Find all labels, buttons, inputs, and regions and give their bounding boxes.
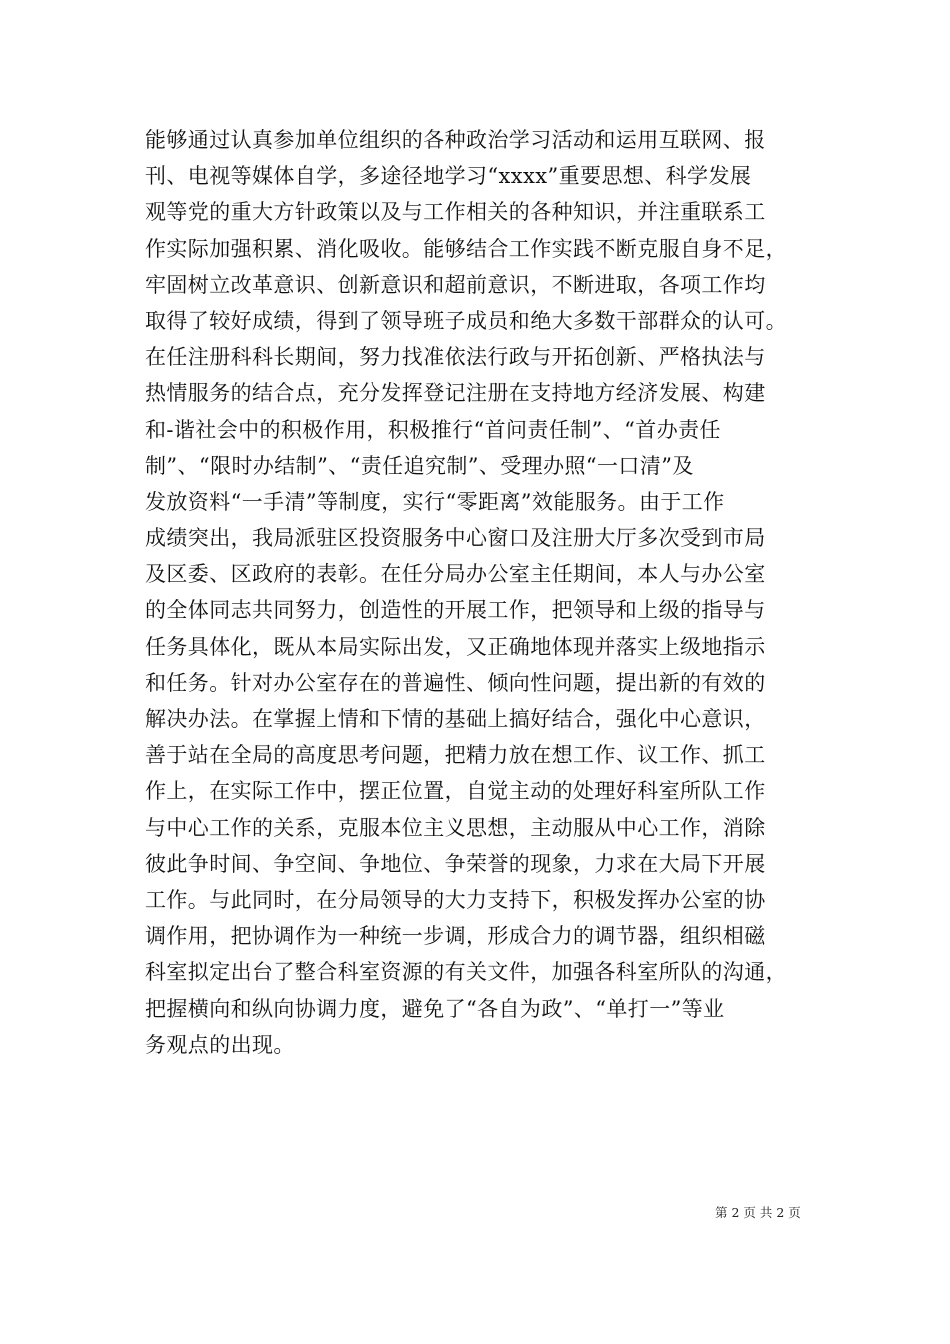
text-line: 制”、“限时办结制”、“责任追究制”、受理办照“一口清”及 (145, 453, 694, 478)
text-line: 发放资料“一手清”等制度，实行“零距离”效能服务。由于工作 (145, 489, 725, 514)
text-line: 调作用，把协调作为一种统一步调，形成合力的调节器，组织相磁 (145, 924, 766, 949)
text-line: 工作。与此同时，在分局领导的大力支持下，积极发挥办公室的协 (145, 887, 766, 912)
text-line: 和任务。针对办公室存在的普遍性、倾向性问题，提出新的有效的 (145, 670, 766, 695)
text-line: 及区委、区政府的表彰。在任分局办公室主任期间，本人与办公室 (145, 562, 766, 587)
text-line: 能够通过认真参加单位组织的各种政治学习活动和运用互联网、报 (145, 128, 766, 152)
text-line: 作实际加强积累、消化吸收。能够结合工作实践不断克服自身不足， (145, 236, 787, 261)
text-line: 作上，在实际工作中，摆正位置，自觉主动的处理好科室所队工作 (145, 779, 766, 804)
text-line: 取得了较好成绩，得到了领导班子成员和绝大多数干部群众的认可。 (145, 308, 787, 333)
text-line: 把握横向和纵向协调力度，避免了“各自为政”、“单打一”等业 (145, 996, 725, 1021)
text-line: 和-谐社会中的积极作用，积极推行“首问责任制”、“首办责任 (145, 417, 721, 442)
text-line: 观等党的重大方针政策以及与工作相关的各种知识，并注重联系工 (145, 200, 766, 225)
text-line: 刊、电视等媒体自学，多途径地学习“xxxx”重要思想、科学发展 (145, 164, 752, 189)
text-line: 科室拟定出台了整合科室资源的有关文件，加强各科室所队的沟通， (145, 960, 787, 985)
text-line: 任务具体化，既从本局实际出发，又正确地体现并落实上级地指示 (145, 634, 766, 659)
text-line: 的全体同志共同努力，创造性的开展工作，把领导和上级的指导与 (145, 598, 766, 623)
text-line: 成绩突出，我局派驻区投资服务中心窗口及注册大厅多次受到市局 (145, 526, 766, 551)
text-line: 热情服务的结合点，充分发挥登记注册在支持地方经济发展、构建 (145, 381, 766, 406)
page-number: 第 2 页 共 2 页 (715, 1205, 801, 1220)
text-line: 与中心工作的关系，克服本位主义思想，主动服从中心工作，消除 (145, 815, 766, 840)
text-line: 在任注册科科长期间，努力找准依法行政与开拓创新、严格执法与 (145, 345, 766, 370)
text-line: 务观点的出现。 (145, 1032, 295, 1057)
body-text (145, 122, 825, 1063)
text-line: 牢固树立改革意识、创新意识和超前意识，不断进取，各项工作均 (145, 272, 766, 297)
text-line: 彼此争时间、争空间、争地位、争荣誉的现象，力求在大局下开展 (145, 851, 766, 876)
text-line: 解决办法。在掌握上情和下情的基础上搞好结合，强化中心意识， (145, 707, 766, 731)
text-line: 善于站在全局的高度思考问题，把精力放在想工作、议工作、抓工 (145, 743, 766, 768)
